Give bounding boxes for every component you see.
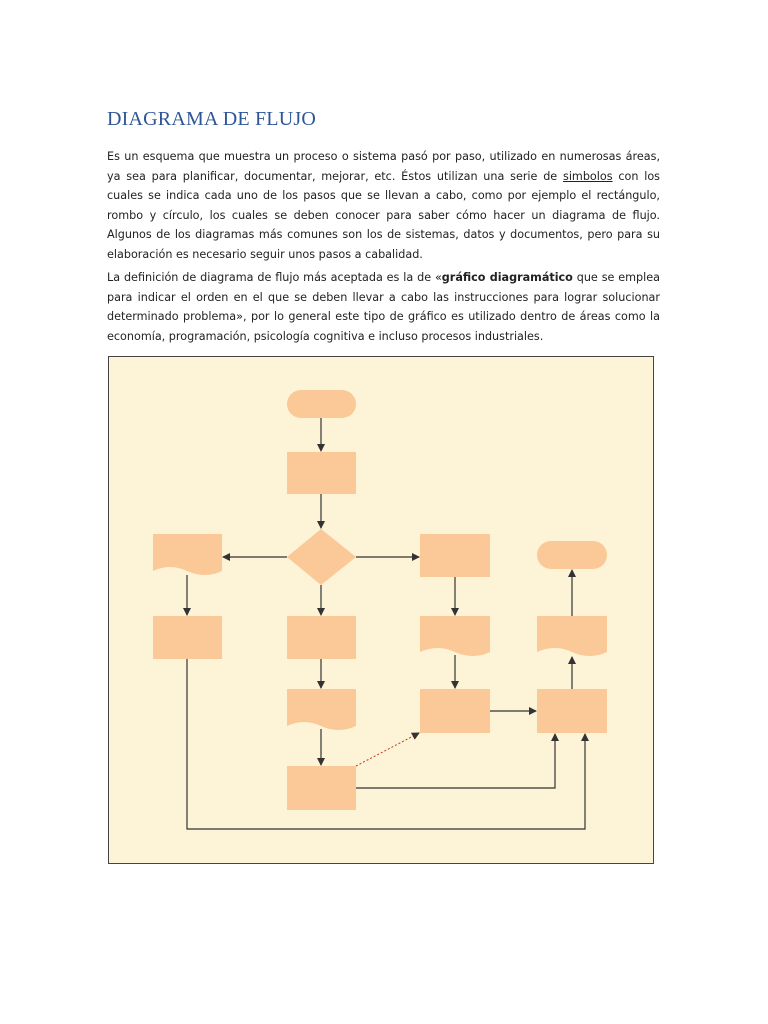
paragraph-text: con los cuales se indica cada uno de los pasos que se llevan a cabo, como por ejemplo el rectángulo, rombo y círculo, los cuales se deben conocer para saber cómo hacer un diagrama de flujo. Algunos de los diagramas más comunes son los de sistemas, datos y documentos, pero para su elaboración es necesario seguir unos pasos a cabalidad. — [107, 169, 660, 261]
process-box-bottom — [287, 766, 356, 810]
process-box-far-right — [537, 689, 607, 733]
process-box-right — [420, 534, 490, 577]
page-title: DIAGRAMA DE FLUJO — [107, 108, 316, 130]
definition-paragraph — [107, 268, 660, 346]
intro-paragraph — [107, 147, 660, 264]
process-box-center — [287, 616, 356, 659]
process-box-right-lower — [420, 689, 490, 733]
process-box-left — [153, 616, 222, 659]
process-box — [287, 452, 356, 494]
bold-term: gráfico diagramático — [441, 271, 573, 284]
paragraph-text: La definición de diagrama de flujo más aceptada es la de « — [107, 271, 442, 284]
end-terminator — [537, 541, 607, 569]
start-terminator — [287, 390, 356, 418]
flowchart-diagram — [109, 357, 653, 863]
paragraph-text: que se emplea para indicar el orden en el que se deben llevar a cabo las instrucciones para lograr solucionar determinado problema», por lo general este tipo de gráfico es utilizado dentro de áreas como la economía, programación, psicología cognitiva e incluso procesos industriales. — [107, 271, 660, 343]
paragraph-text: Es un esquema que muestra un proceso o sistema pasó por paso, utilizado en numerosas áreas, ya sea para planificar, documentar, mejorar, etc. Éstos utilizan una serie de — [107, 150, 660, 183]
flowchart-figure — [108, 356, 654, 864]
simbolos-link[interactable]: simbolos — [562, 169, 613, 183]
